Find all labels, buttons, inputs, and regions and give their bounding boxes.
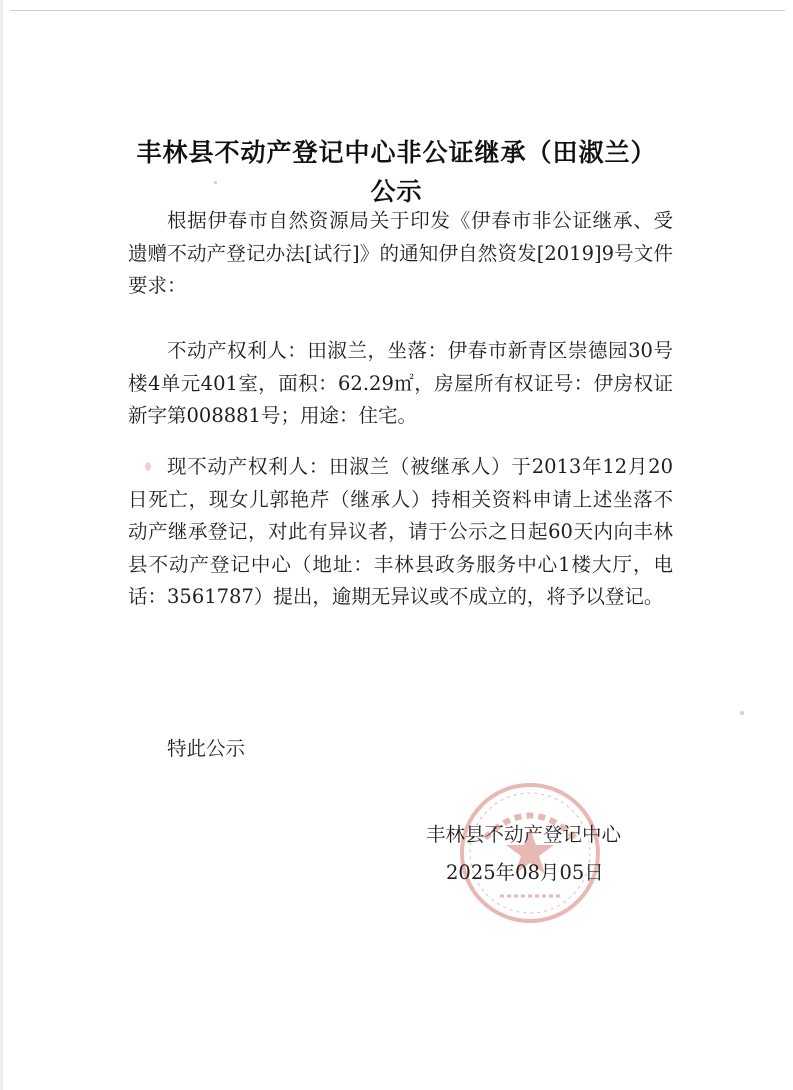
paragraph-property: 不动产权利人：田淑兰，坐落：伊春市新青区崇德园30号楼4单元401室，面积：62.29㎡，房屋所有权证号：伊房权证新字第008881号；用途：住宅。 [128,339,673,427]
paragraph-announcement: 现不动产权利人：田淑兰（被继承人）于2013年12月20日死亡，现女儿郭艳芹（继承人）持相关资料申请上述坐落不动产继承登记，对此有异议者，请于公示之日起60天内向丰林县不动产登记中心（地址：丰林县政务服务中心1楼大厅，电话：3561787）提出，逾期无异议或不成立的，将予以登记。 [128,455,673,608]
notice-title-line2: 公示 [370,177,423,206]
notice-title-line1: 丰林县不动产登记中心非公证继承（田淑兰） [136,138,657,167]
scan-speck [740,711,744,715]
signature-organization: 丰林县不动产登记中心 [426,823,622,846]
signature-date: 2025年08月05日 [446,861,604,884]
scan-edge-shadow [0,0,3,1090]
scan-speck [145,462,151,471]
paragraph-basis: 根据伊春市自然资源局关于印发《伊春市非公证继承、受遗赠不动产登记办法[试行]》的通知伊自然资发[2019]9号文件要求： [128,209,673,297]
official-seal-stamp [455,778,605,928]
closing-phrase: 特此公示 [167,737,246,760]
scan-edge-line [10,10,785,11]
scan-speck [214,181,217,184]
